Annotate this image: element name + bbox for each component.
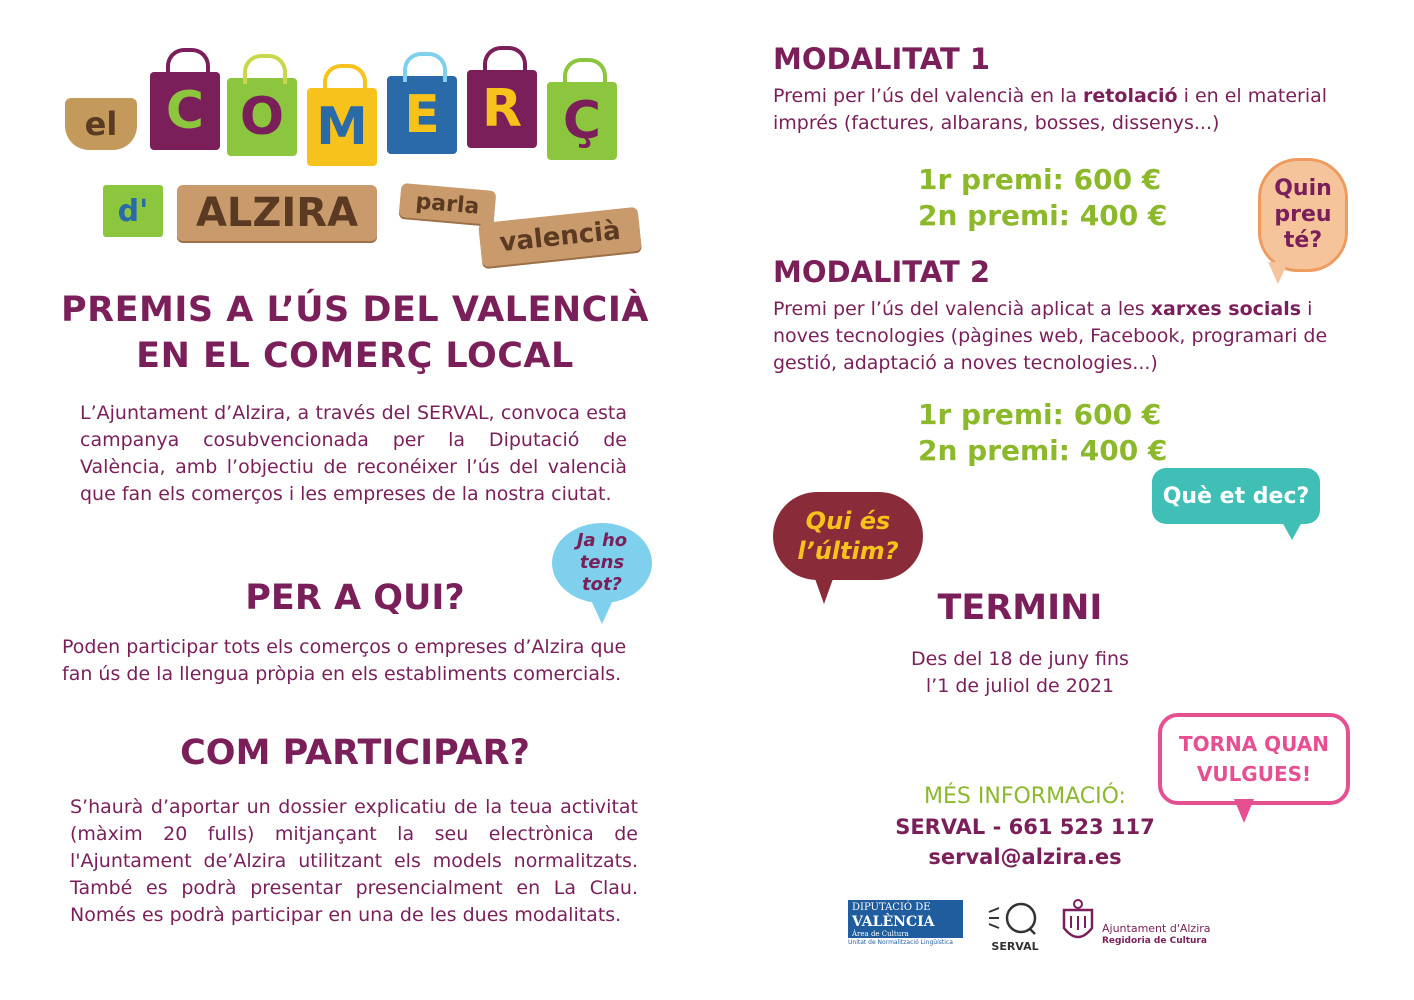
mod1-text-b: i en el material imprés (factures, albarans, bosses, dissenys...) bbox=[773, 85, 1328, 134]
modalitat-2-title: MODALITAT 2 bbox=[773, 255, 991, 289]
logo-bag-r bbox=[467, 70, 537, 148]
dipu-line4: Unitat de Normalització Lingüística bbox=[848, 939, 953, 946]
termini-title: TERMINI bbox=[937, 588, 1103, 628]
modalitat-1-title: MODALITAT 1 bbox=[773, 42, 991, 76]
contact-phone: SERVAL - 661 523 117 bbox=[895, 815, 1155, 839]
alzira-coat-of-arms-icon bbox=[1058, 898, 1098, 948]
bubble-tail bbox=[1268, 262, 1288, 284]
modalitat-2-text bbox=[773, 296, 1353, 377]
per-a-qui-title: PER A QUI? bbox=[245, 578, 465, 618]
logo-bag-c bbox=[150, 72, 220, 150]
bubble-tail bbox=[1282, 522, 1302, 540]
logo-bag-c-cedilla bbox=[547, 82, 617, 160]
mod2-text-bold: xarxes socials bbox=[1150, 298, 1302, 320]
dipu-line3: Àrea de Cultura bbox=[852, 930, 909, 938]
mod2-text-b: i noves tecnologies (pàgines web, Facebook, programari de gestió, adaptació a noves tecnologies...) bbox=[773, 298, 1328, 374]
modalitat-1-prizes bbox=[918, 162, 1167, 234]
modalitat-1-text bbox=[773, 83, 1353, 137]
bubble-tail bbox=[814, 576, 834, 604]
bubble-quin-text: Quin preu té? bbox=[1274, 176, 1332, 253]
per-a-qui-text: Poden participar tots els comerços o empreses d’Alzira que fan ús de la llengua pròpia en els establiments comercials. bbox=[62, 636, 627, 685]
logo-alzira-text: ALZIRA bbox=[195, 190, 359, 236]
logo-el-text: el bbox=[84, 105, 118, 143]
logo-letter: R bbox=[481, 79, 523, 139]
termini-line2: l’1 de juliol de 2021 bbox=[925, 675, 1115, 697]
main-title-line2: EN EL COMERÇ LOCAL bbox=[136, 336, 574, 376]
logo-letter: M bbox=[316, 97, 368, 157]
bubble-ja-text: Ja ho tens tot? bbox=[576, 530, 628, 595]
serval-label: SERVAL bbox=[991, 940, 1039, 953]
dipu-line1: DIPUTACIÓ DE bbox=[852, 902, 931, 913]
more-info-label: MÉS INFORMACIÓ: bbox=[924, 784, 1126, 809]
logo-valencia-text: valencià bbox=[498, 215, 622, 259]
com-participar-text: S’haurà d’aportar un dossier explicatiu de la teua activitat (màxim 20 fulls) mitjançant la seu electrònica de l'Ajuntament de’Alzira utilitzant els models normalitzats. També es podrà presentar presencialment en La Clau. Només es podrà participar en una de les dues modalitats. bbox=[70, 796, 638, 926]
more-info-block bbox=[880, 782, 1170, 872]
termini-text bbox=[880, 646, 1160, 700]
mod2-prize-1: 1r premi: 600 € bbox=[918, 398, 1162, 431]
mod2-text-a: Premi per l’ús del valencià aplicat a les bbox=[773, 298, 1151, 320]
logo-plank-valencia bbox=[478, 207, 642, 267]
logo-bag-m bbox=[307, 88, 377, 166]
main-title bbox=[50, 287, 660, 379]
speech-bubble-quin-preu-te bbox=[1258, 158, 1348, 272]
bubble-tail bbox=[1234, 799, 1254, 823]
logo-parla-text: parla bbox=[414, 188, 481, 220]
serval-logo bbox=[985, 900, 1045, 955]
speech-bubble-qui-es-lultim bbox=[773, 492, 923, 580]
logo-letter: Ç bbox=[562, 91, 602, 151]
mod1-prize-1: 1r premi: 600 € bbox=[918, 163, 1162, 196]
diputacio-valencia-logo bbox=[848, 900, 963, 950]
modalitat-2-prizes bbox=[918, 397, 1167, 469]
intro-paragraph: L’Ajuntament d’Alzira, a través del SERVAL, convoca esta campanya cosubvencionada per la Diputació de València, amb l’objectiu de reconéixer l’ús del valencià que fan els comerços i les empreses de la nostra ciutat. bbox=[80, 402, 627, 505]
mod2-prize-2: 2n premi: 400 € bbox=[918, 434, 1168, 467]
com-participar-title: COM PARTICIPAR? bbox=[180, 733, 530, 773]
basket-icon bbox=[65, 98, 137, 150]
logo-bag-o bbox=[227, 78, 297, 156]
logo-plank-parla bbox=[399, 183, 497, 225]
logo-letter: E bbox=[404, 85, 440, 145]
logo-d-text: d' bbox=[117, 193, 149, 229]
campaign-logo bbox=[55, 40, 655, 280]
logo-plank-alzira bbox=[177, 185, 377, 241]
termini-line1: Des del 18 de juny fins bbox=[911, 648, 1129, 670]
ajuntament-alzira-logo bbox=[1102, 922, 1211, 947]
bubble-que-text: Què et dec? bbox=[1162, 483, 1310, 509]
speech-bubble-torna-quan-vulgues bbox=[1158, 713, 1350, 805]
mod1-text-bold: retolació bbox=[1083, 85, 1178, 107]
ajunt-line1: Ajuntament d'Alzira bbox=[1102, 922, 1211, 935]
speech-bubble-que-et-dec bbox=[1152, 468, 1320, 524]
logo-bag-e bbox=[387, 76, 457, 154]
dipu-line2: VALÈNCIA bbox=[852, 914, 935, 930]
contact-email-link[interactable]: serval@alzira.es bbox=[928, 845, 1122, 869]
ajunt-line2: Regidoria de Cultura bbox=[1102, 936, 1207, 946]
main-title-line1: PREMIS A L’ÚS DEL VALENCIÀ bbox=[61, 290, 649, 330]
bubble-qui-text: Qui és l’últim? bbox=[797, 507, 899, 565]
logo-letter: O bbox=[239, 87, 285, 147]
serval-bubble-icon bbox=[985, 900, 1045, 936]
gift-icon bbox=[103, 185, 163, 237]
mod1-text-a: Premi per l’ús del valencià en la bbox=[773, 85, 1084, 107]
logo-letter: C bbox=[165, 81, 205, 141]
mod1-prize-2: 2n premi: 400 € bbox=[918, 199, 1168, 232]
bubble-torna-text: TORNA QUAN VULGUES! bbox=[1178, 732, 1330, 786]
